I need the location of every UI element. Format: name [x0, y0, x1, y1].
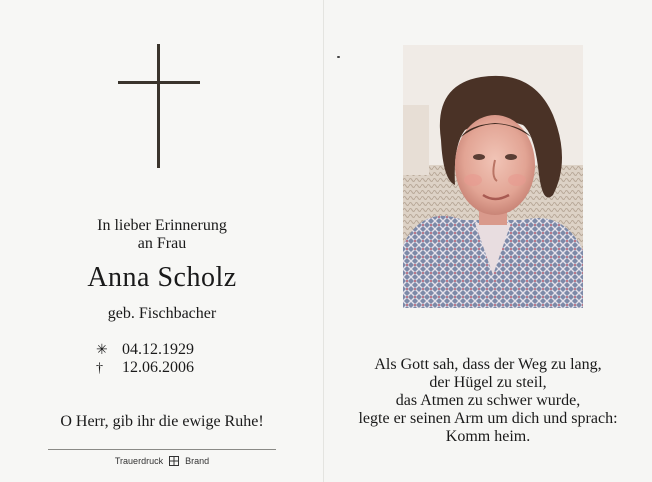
portrait-illustration — [403, 45, 583, 308]
death-date-row — [96, 359, 194, 378]
birth-name: geb. Fischbacher — [107, 305, 217, 322]
footer-divider — [48, 449, 276, 450]
poem-line: Komm heim. — [445, 428, 531, 445]
footer-brand-label: Brand — [185, 456, 210, 466]
poem-block — [324, 356, 652, 446]
memory-line-1: In lieber Erinnerung — [97, 217, 227, 234]
printer-footer — [0, 455, 324, 467]
memory-line-2: an Frau — [137, 235, 187, 252]
portrait-photo — [403, 45, 583, 308]
deceased-name: Anna Scholz — [87, 262, 237, 293]
death-date: 12.06.2006 — [122, 359, 194, 376]
birth-date-row — [96, 341, 194, 360]
birth-star-icon: ✳ — [96, 343, 108, 358]
printer-logo-icon — [169, 456, 179, 466]
speck — [337, 56, 340, 58]
footer-printer-label: Trauerdruck — [114, 456, 164, 466]
poem-line: Als Gott sah, dass der Weg zu lang, — [374, 356, 602, 373]
poem-line: das Atmen zu schwer wurde, — [395, 392, 581, 409]
prayer-text: O Herr, gib ihr die ewige Ruhe! — [60, 413, 264, 430]
cross-icon — [118, 44, 200, 168]
poem-line: der Hügel zu steil, — [429, 374, 547, 391]
poem-line: legte er seinen Arm um dich und sprach: — [358, 410, 618, 427]
death-dagger-icon: † — [96, 361, 103, 376]
birth-date: 04.12.1929 — [122, 341, 194, 358]
